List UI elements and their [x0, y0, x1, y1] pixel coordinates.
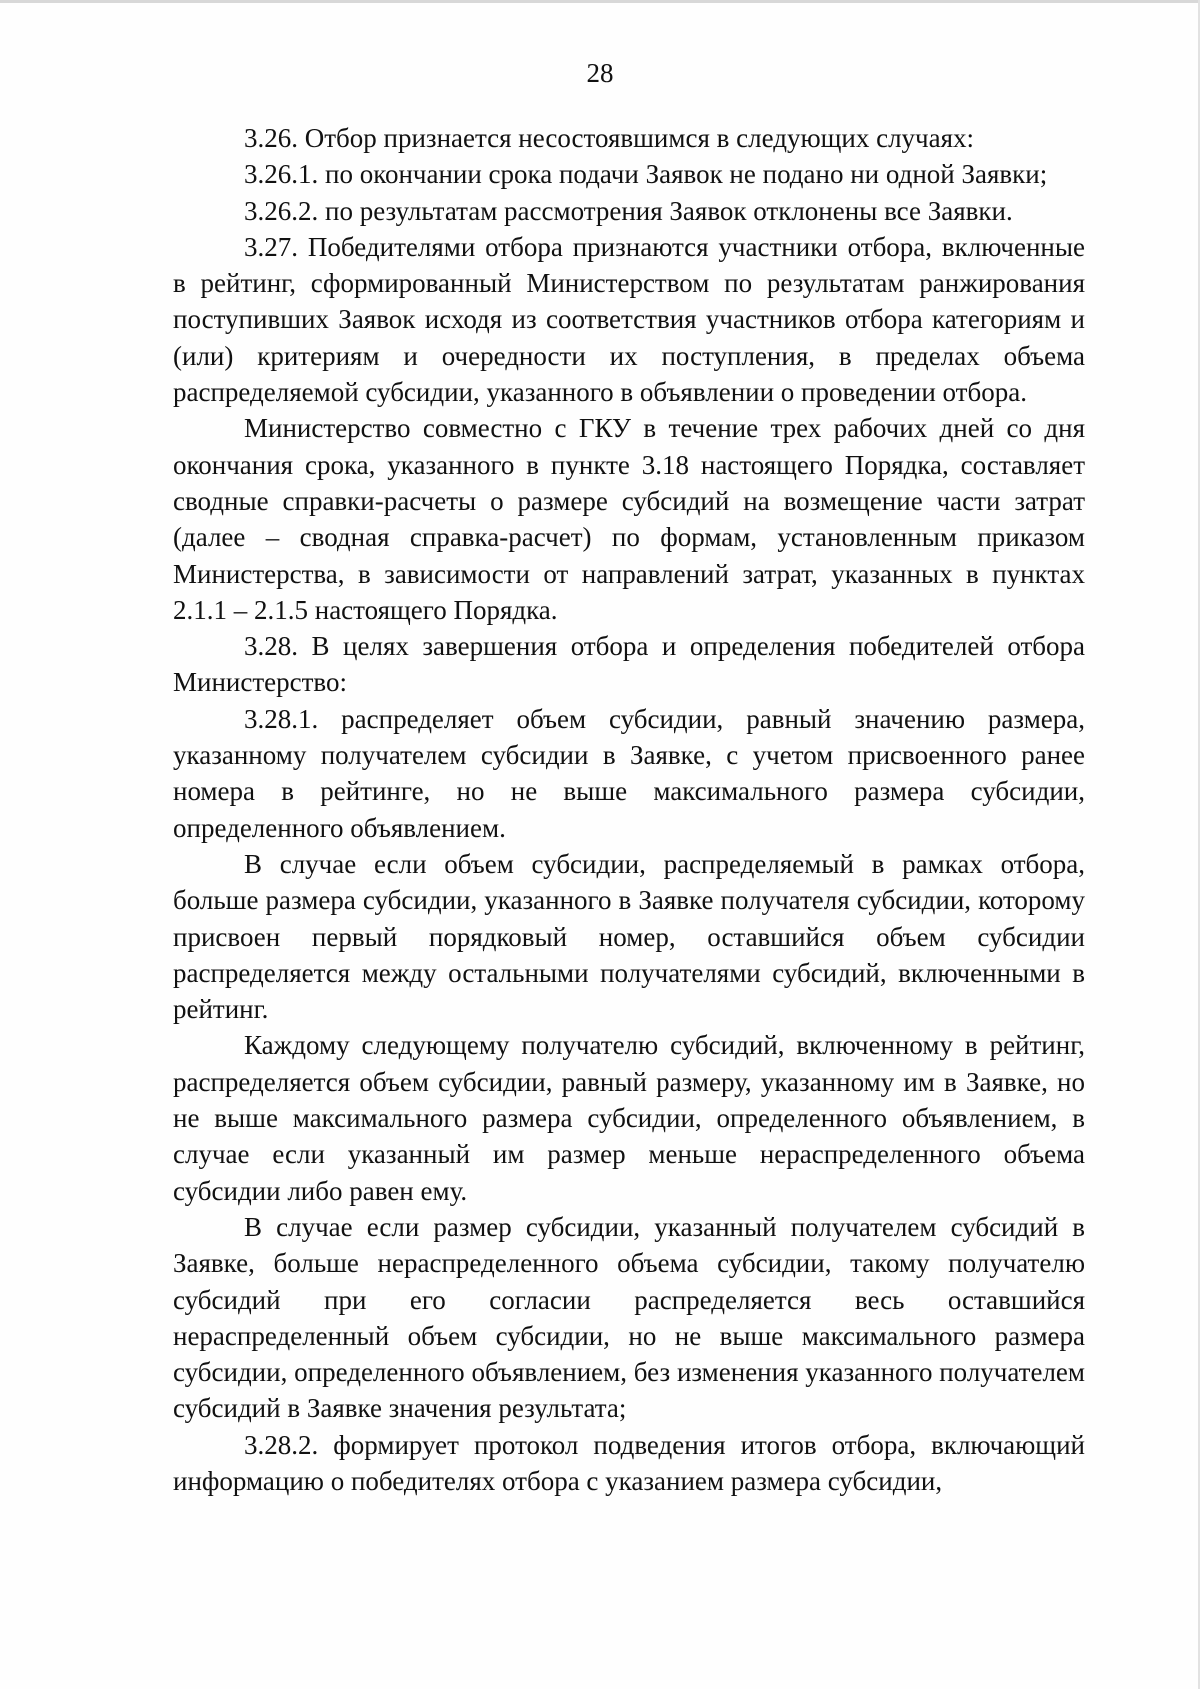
paragraph-3-26-2: 3.26.2. по результатам рассмотрения Заявок отклонены все Заявки.	[244, 195, 1013, 226]
paragraph-larger-request: В случае если размер субсидии, указанный получателем субсидий в Заявке, больше нераспределенного объема субсидии, такому получателю субсидий при его согласии распределяется весь оставшийся нераспределенный объем субсидии, но не выше максимального размера субсидии, определенного объявлением, без изменения указанного получателем субсидий в Заявке значения результата;	[173, 1211, 1085, 1424]
scan-edge-top	[0, 0, 1200, 3]
paragraph-3-27: 3.27. Победителями отбора признаются участники отбора, включенные в рейтинг, сформированный Министерством по результатам ранжирования поступивших Заявок исходя из соответствия участников отбора категориям и (или) критериям и очередности их поступления, в пределах объема распределяемой субсидии, указанного в объявлении о проведении отбора.	[173, 231, 1085, 408]
paragraph-3-26: 3.26. Отбор признается несостоявшимся в следующих случаях:	[244, 123, 975, 153]
paragraph-next-recipient: Каждому следующему получателю субсидий, включенному в рейтинг, распределяется объем субсидии, равный размеру, указанному им в Заявке, но не выше максимального размера субсидии, определенного объявлением, в случае если указанный им размер меньше нераспределенного объема субсидии либо равен ему.	[173, 1030, 1085, 1206]
paragraph-remaining-volume: В случае если объем субсидии, распределяемый в рамках отбора, больше размера субсидии, указанного в Заявке получателя субсидии, которому присвоен первый порядковый номер, оставшийся объем субсидии распределяется между остальными получателями субсидий, включенными в рейтинг.	[173, 848, 1085, 1025]
page-number: 28	[586, 58, 614, 88]
paragraph-ministry-summary: Министерство совместно с ГКУ в течение трех рабочих дней со дня окончания срока, указанного в пункте 3.18 настоящего Порядка, составляет сводные справки-расчеты о размере субсидий на возмещение части затрат (далее – сводная справка-расчет) по формам, установленным приказом Министерства, в зависимости от направлений затрат, указанных в пунктах 2.1.1 – 2.1.5 настоящего Порядка.	[173, 413, 1085, 625]
paragraph-3-28-1: 3.28.1. распределяет объем субсидии, равный значению размера, указанному получателем субсидии в Заявке, с учетом присвоенного ранее номера в рейтинге, но не выше максимального размера субсидии, определенного объявлением.	[173, 703, 1085, 843]
paragraph-3-28-2: 3.28.2. формирует протокол подведения итогов отбора, включающий информацию о победителях отбора с указанием размера субсидии,	[173, 1429, 1085, 1496]
paragraph-3-26-1: 3.26.1. по окончании срока подачи Заявок не подано ни одной Заявки;	[244, 159, 1048, 190]
document-body	[173, 120, 1085, 1499]
paragraph-3-28: 3.28. В целях завершения отбора и определения победителей отбора Министерство:	[173, 631, 1085, 698]
